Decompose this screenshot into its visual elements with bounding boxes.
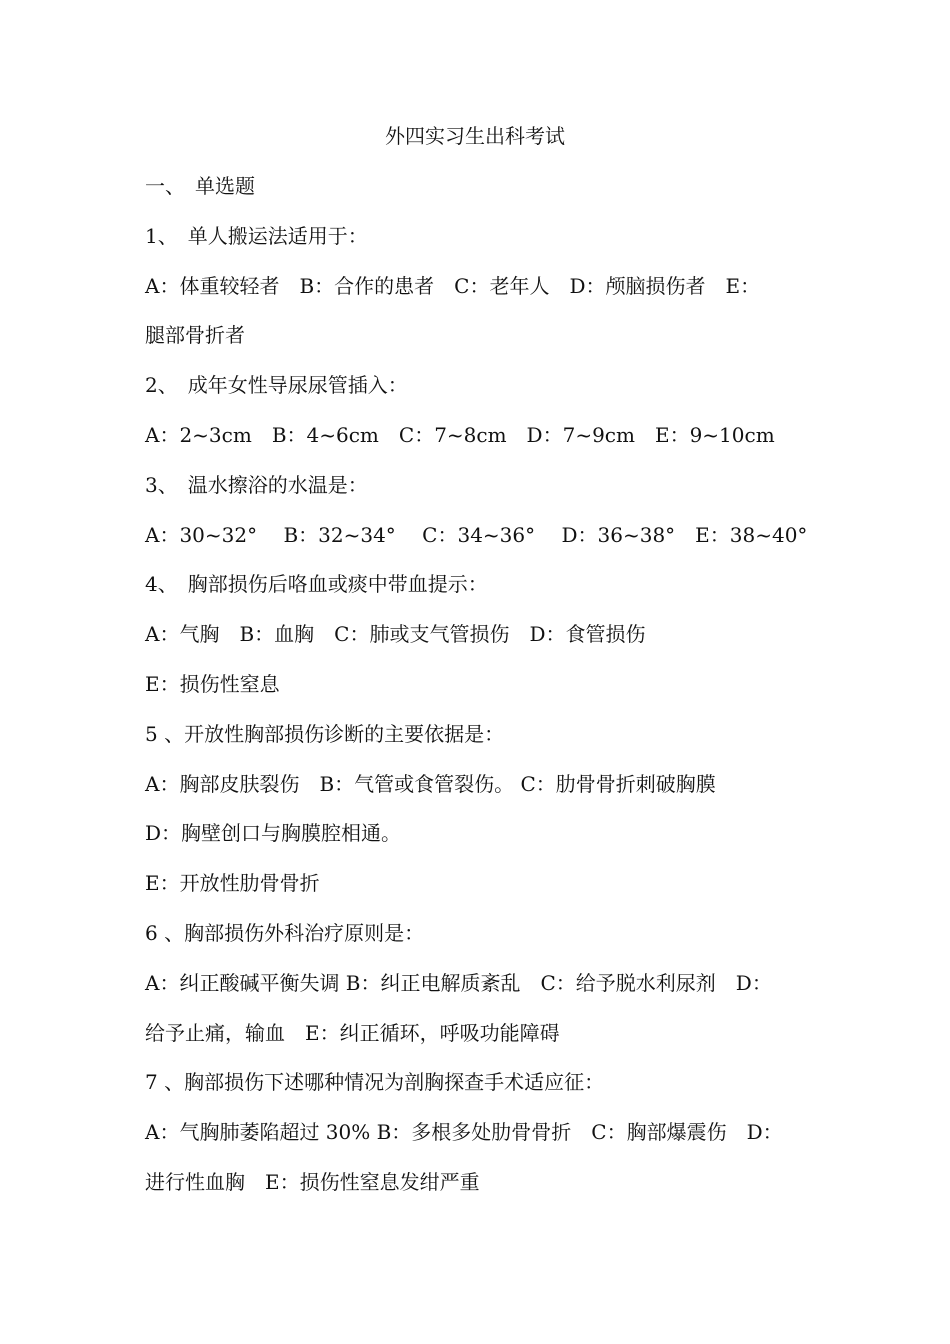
question-4-options-continued: E：损伤性窒息 <box>145 671 280 696</box>
question-4-stem: 4、 胸部损伤后咯血或痰中带血提示： <box>145 572 488 597</box>
question-1-options: A：体重较轻者 B：合作的患者 C：老年人 D：颅脑损伤者 E： <box>145 273 761 298</box>
question-1-options-continued: 腿部骨折者 <box>145 323 245 348</box>
document-body <box>145 168 815 1214</box>
question-3-stem: 3、 温水擦浴的水温是： <box>145 472 368 497</box>
question-5-option-e: E：开放性肋骨骨折 <box>145 871 320 896</box>
question-2-stem: 2、 成年女性导尿尿管插入： <box>145 373 408 398</box>
question-7-stem: 7 、胸部损伤下述哪种情况为剖胸探查手术适应征： <box>145 1070 605 1095</box>
question-5-option-d: D：胸壁创口与胸膜腔相通。 <box>145 821 402 846</box>
question-1-stem: 1、 单人搬运法适用于： <box>145 223 368 248</box>
question-6-stem: 6 、胸部损伤外科治疗原则是： <box>145 920 425 945</box>
question-7-options: A：气胸肺萎陷超过 30% B：多根多处肋骨骨折 C：胸部爆震伤 D： <box>145 1120 783 1145</box>
question-5-options: A：胸部皮肤裂伤 B：气管或食管裂伤。 C：肋骨骨折刺破胸膜 <box>145 771 716 796</box>
question-3-options: A：30~32° B：32~34° C：34~36° D：36~38° E：38~40° <box>145 522 808 547</box>
question-5-stem: 5 、开放性胸部损伤诊断的主要依据是： <box>145 721 505 746</box>
question-6-options: A：纠正酸碱平衡失调 B：纠正电解质紊乱 C：给予脱水利尿剂 D： <box>145 970 772 995</box>
section-heading: 一、 单选题 <box>145 174 255 198</box>
question-4-options: A：气胸 B：血胸 C：肺或支气管损伤 D：食管损伤 <box>145 622 646 647</box>
question-7-options-continued: 进行性血胸 E：损伤性窒息发绀严重 <box>145 1169 480 1194</box>
document-title: 外四实习生出科考试 <box>385 124 565 148</box>
question-6-options-continued: 给予止痛，输血 E：纠正循环，呼吸功能障碍 <box>145 1020 560 1045</box>
question-2-options: A：2~3cm B：4~6cm C：7~8cm D：7~9cm E：9~10cm <box>145 422 775 447</box>
